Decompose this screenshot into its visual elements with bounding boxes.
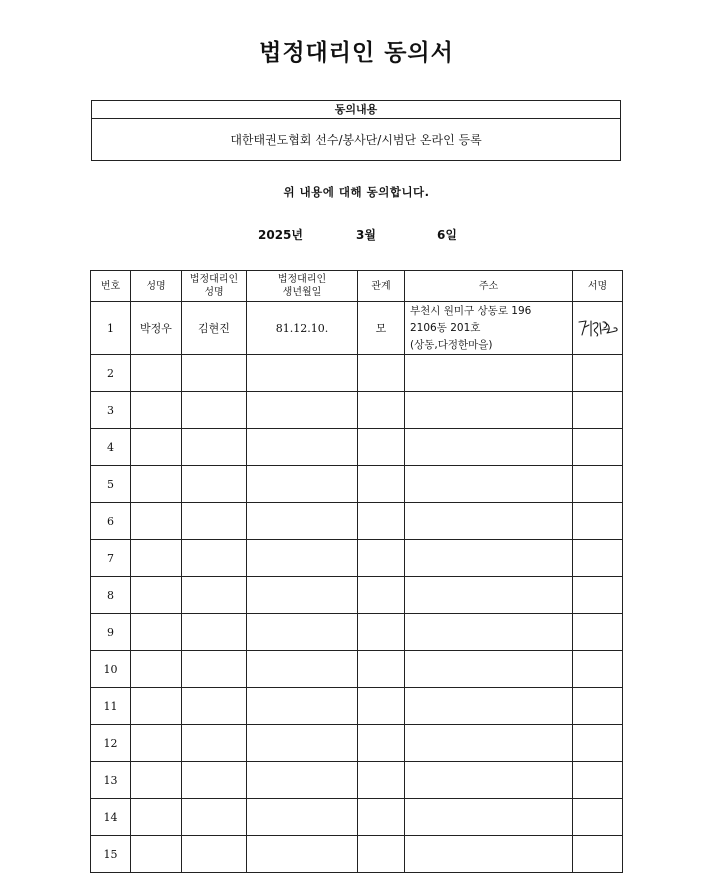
address-cell [405, 651, 573, 688]
address-cell [405, 762, 573, 799]
address-cell [405, 836, 573, 873]
row-number-cell: 1 [91, 302, 131, 355]
guardian-name-cell [182, 836, 247, 873]
address-cell [405, 429, 573, 466]
signature-cell [573, 302, 623, 355]
signature-cell [573, 614, 623, 651]
table-row [91, 614, 623, 651]
header-name: 성명 [131, 271, 182, 302]
child-name-cell [131, 577, 182, 614]
relation-cell [358, 392, 405, 429]
guardian-birth-cell [247, 688, 358, 725]
relation-cell: 모 [358, 302, 405, 355]
address-cell [405, 577, 573, 614]
guardian-name-cell [182, 762, 247, 799]
child-name-cell [131, 540, 182, 577]
consent-content: 대한태권도협회 선수/봉사단/시범단 온라인 등록 [230, 133, 482, 147]
signature-cell [573, 540, 623, 577]
child-name-cell [131, 429, 182, 466]
guardian-birth-cell [247, 762, 358, 799]
header-guardian-name-line1: 법정대리인 [189, 274, 239, 285]
signature-cell [573, 799, 623, 836]
signature-cell [573, 392, 623, 429]
header-guardian-birth-line2: 생년월일 [282, 287, 322, 298]
table-row [91, 799, 623, 836]
address-cell [405, 799, 573, 836]
consent-box [91, 100, 621, 161]
header-number: 번호 [91, 271, 131, 302]
child-name-cell [131, 466, 182, 503]
guardian-name-cell [182, 355, 247, 392]
table-row [91, 503, 623, 540]
guardian-consent-table [90, 270, 623, 873]
table-row [91, 392, 623, 429]
row-number-cell: 6 [91, 503, 131, 540]
relation-cell [358, 355, 405, 392]
row-number-cell: 8 [91, 577, 131, 614]
row-number-cell: 12 [91, 725, 131, 762]
child-name-cell: 박정우 [131, 302, 182, 355]
row-number-cell: 14 [91, 799, 131, 836]
address-cell [405, 725, 573, 762]
address-cell [405, 302, 573, 355]
row-number-cell: 4 [91, 429, 131, 466]
signature-cell [573, 762, 623, 799]
header-relation: 관계 [358, 271, 405, 302]
guardian-birth-cell [247, 392, 358, 429]
guardian-birth-cell [247, 429, 358, 466]
relation-cell [358, 651, 405, 688]
date-day: 6일 [437, 228, 457, 242]
header-signature: 서명 [573, 271, 623, 302]
row-number-cell: 15 [91, 836, 131, 873]
signature-cell [573, 688, 623, 725]
date-year: 2025년 [258, 228, 303, 242]
row-number-cell: 5 [91, 466, 131, 503]
relation-cell [358, 540, 405, 577]
relation-cell [358, 429, 405, 466]
row-number-cell: 9 [91, 614, 131, 651]
child-name-cell [131, 799, 182, 836]
child-name-cell [131, 614, 182, 651]
row-number-cell: 10 [91, 651, 131, 688]
relation-cell [358, 725, 405, 762]
guardian-name-cell: 김현진 [182, 302, 247, 355]
address-line: 부천시 원미구 상동로 196 [410, 304, 532, 317]
guardian-name-cell [182, 799, 247, 836]
guardian-name-cell [182, 688, 247, 725]
guardian-name-cell [182, 429, 247, 466]
relation-cell [358, 466, 405, 503]
document-title: 법정대리인 동의서 [259, 40, 454, 66]
address-line: 2106동 201호 [410, 321, 481, 334]
date-month: 3월 [356, 228, 376, 242]
address-cell [405, 466, 573, 503]
guardian-name-cell [182, 392, 247, 429]
relation-cell [358, 762, 405, 799]
relation-cell [358, 688, 405, 725]
address-cell [405, 355, 573, 392]
row-number-cell: 13 [91, 762, 131, 799]
relation-cell [358, 577, 405, 614]
child-name-cell [131, 503, 182, 540]
child-name-cell [131, 688, 182, 725]
guardian-birth-cell [247, 355, 358, 392]
address-cell [405, 688, 573, 725]
table-row [91, 540, 623, 577]
address-cell [405, 540, 573, 577]
guardian-birth-cell [247, 540, 358, 577]
guardian-name-cell [182, 503, 247, 540]
guardian-birth-cell [247, 836, 358, 873]
guardian-birth-cell [247, 799, 358, 836]
table-row [91, 302, 623, 355]
guardian-birth-cell [247, 466, 358, 503]
agreement-statement: 위 내용에 대해 동의합니다. [283, 185, 430, 199]
table-row [91, 836, 623, 873]
relation-cell [358, 799, 405, 836]
header-guardian-name-line2: 성명 [204, 287, 224, 298]
table-row [91, 651, 623, 688]
signature-cell [573, 836, 623, 873]
guardian-birth-cell: 81.12.10. [247, 302, 358, 355]
signature-cell [573, 355, 623, 392]
guardian-birth-cell [247, 725, 358, 762]
row-number-cell: 2 [91, 355, 131, 392]
child-name-cell [131, 725, 182, 762]
guardian-birth-cell [247, 503, 358, 540]
table-row [91, 429, 623, 466]
row-number-cell: 11 [91, 688, 131, 725]
guardian-name-cell [182, 540, 247, 577]
guardian-birth-cell [247, 614, 358, 651]
address-cell [405, 392, 573, 429]
child-name-cell [131, 762, 182, 799]
guardian-name-cell [182, 614, 247, 651]
table-row [91, 688, 623, 725]
address-line: (상동,다정한마을) [410, 338, 493, 351]
relation-cell [358, 503, 405, 540]
table-header-row [91, 271, 623, 302]
row-number-cell: 7 [91, 540, 131, 577]
guardian-birth-cell [247, 577, 358, 614]
table-row [91, 355, 623, 392]
guardian-birth-cell [247, 651, 358, 688]
header-guardian-birth-line1: 법정대리인 [277, 274, 327, 285]
header-guardian-birth [247, 271, 358, 302]
guardian-name-cell [182, 725, 247, 762]
header-guardian-name [182, 271, 247, 302]
child-name-cell [131, 651, 182, 688]
signature-cell [573, 651, 623, 688]
guardian-name-cell [182, 466, 247, 503]
child-name-cell [131, 355, 182, 392]
relation-cell [358, 614, 405, 651]
signature-cell [573, 466, 623, 503]
table-row [91, 577, 623, 614]
relation-cell [358, 836, 405, 873]
guardian-name-cell [182, 651, 247, 688]
header-address: 주소 [405, 271, 573, 302]
table-row [91, 466, 623, 503]
signature-cell [573, 577, 623, 614]
signature-cell [573, 429, 623, 466]
guardian-name-cell [182, 577, 247, 614]
signature-cell [573, 503, 623, 540]
table-row [91, 762, 623, 799]
child-name-cell [131, 836, 182, 873]
child-name-cell [131, 392, 182, 429]
table-row [91, 725, 623, 762]
address-cell [405, 503, 573, 540]
signature-cell [573, 725, 623, 762]
handwritten-signature [576, 315, 620, 341]
address-cell [405, 614, 573, 651]
consent-header: 동의내용 [92, 101, 620, 119]
row-number-cell: 3 [91, 392, 131, 429]
